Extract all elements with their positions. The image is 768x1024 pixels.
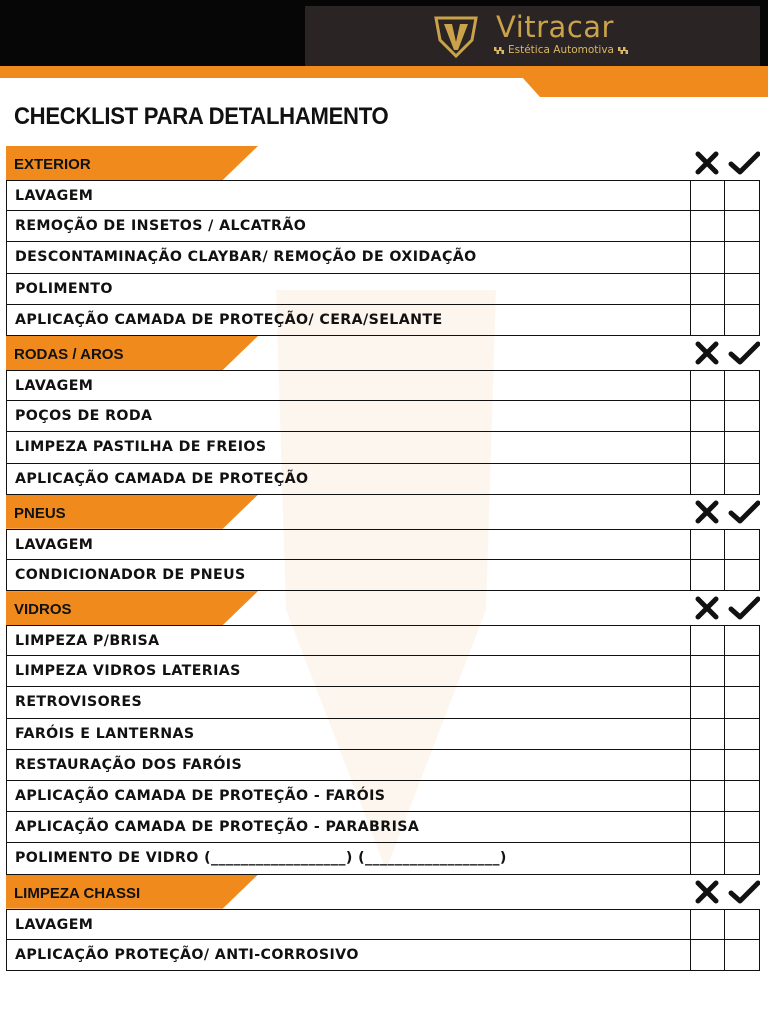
checklist-row [6,781,760,812]
item-label: DESCONTAMINAÇÃO CLAYBAR/ REMOÇÃO DE OXIDAÇÃO [15,249,477,266]
item-label: CONDICIONADOR DE PNEUS [15,566,246,583]
not-done-checkbox[interactable] [690,656,724,686]
checklist-row [6,843,760,874]
item-label: RETROVISORES [15,694,143,711]
checklist-row [6,242,760,273]
item-label: LAVAGEM [15,536,94,553]
not-done-checkbox[interactable] [690,910,724,939]
checklist-row [6,750,760,781]
page-title: CHECKLIST PARA DETALHAMENTO [14,103,389,130]
item-label: POLIMENTO [15,280,113,297]
cross-icon [694,499,720,525]
checklist-row [6,656,760,687]
section-header [6,495,760,529]
section-rows [6,370,760,495]
done-checkbox[interactable] [724,812,760,842]
check-icon [728,499,760,525]
checklist-row [6,940,760,971]
not-done-checkbox[interactable] [690,371,724,400]
checklist-row [6,464,760,495]
checklist-row [6,305,760,336]
done-checkbox[interactable] [724,719,760,749]
not-done-checkbox[interactable] [690,530,724,559]
section-header [6,146,760,180]
section-title: EXTERIOR [14,156,91,173]
not-done-checkbox[interactable] [690,626,724,655]
checklist-row [6,560,760,591]
done-checkbox[interactable] [724,211,760,241]
item-label: LIMPEZA P/BRISA [15,633,160,650]
done-checkbox[interactable] [724,181,760,210]
done-checkbox[interactable] [724,750,760,780]
not-done-checkbox[interactable] [690,274,724,304]
item-label: POÇOS DE RODA [15,408,153,425]
done-checkbox[interactable] [724,274,760,304]
checklist-row [6,719,760,750]
section-header [6,875,760,909]
section-rows [6,909,760,971]
brand-tagline-text: Estética Automotiva [508,44,614,56]
not-done-checkbox[interactable] [690,750,724,780]
item-label: POLIMENTO DE VIDRO (__________________) (__________________) [15,850,507,867]
not-done-checkbox[interactable] [690,211,724,241]
checkered-flag-icon [618,47,628,54]
item-label: APLICAÇÃO PROTEÇÃO/ ANTI-CORROSIVO [15,946,359,963]
not-done-checkbox[interactable] [690,843,724,873]
item-label: LAVAGEM [15,188,94,204]
item-label: LAVAGEM [15,916,94,933]
done-checkbox[interactable] [724,305,760,335]
not-done-checkbox[interactable] [690,940,724,970]
checklist-row [6,625,760,656]
checklist-row [6,432,760,463]
check-icon [728,879,760,905]
item-label: APLICAÇÃO CAMADA DE PROTEÇÃO - PARABRISA [15,819,420,836]
done-checkbox[interactable] [724,781,760,811]
checklist-row [6,274,760,305]
done-checkbox[interactable] [724,687,760,717]
not-done-checkbox[interactable] [690,464,724,494]
done-checkbox[interactable] [724,910,760,939]
section-title: PNEUS [14,504,66,522]
item-label: LAVAGEM [15,377,94,394]
cross-icon [694,340,720,366]
cross-icon [694,595,720,621]
not-done-checkbox[interactable] [690,305,724,335]
not-done-checkbox[interactable] [690,401,724,431]
section-rows [6,529,760,591]
not-done-checkbox[interactable] [690,687,724,717]
not-done-checkbox[interactable] [690,719,724,749]
checklist-row [6,687,760,718]
section-rows [6,625,760,875]
done-checkbox[interactable] [724,843,760,873]
checklist-row [6,180,760,211]
not-done-checkbox[interactable] [690,432,724,462]
item-label: LIMPEZA VIDROS LATERIAS [15,663,241,680]
checklist-row [6,370,760,401]
item-label: LIMPEZA PASTILHA DE FREIOS [15,439,267,456]
header-orange-stripe [0,66,768,98]
check-icon [728,150,760,176]
brand-tagline [490,44,632,56]
checklist-row [6,529,760,560]
check-icon [728,595,760,621]
done-checkbox[interactable] [724,530,760,559]
checklist-row [6,812,760,843]
section-title: LIMPEZA CHASSI [14,884,141,902]
checkered-flag-icon [494,47,504,54]
v-shield-logo-icon [432,12,480,60]
section-title: RODAS / AROS [14,345,124,363]
done-checkbox[interactable] [724,626,760,655]
cross-icon [694,879,720,905]
done-checkbox[interactable] [724,371,760,400]
checklist-row [6,211,760,242]
done-checkbox[interactable] [724,432,760,462]
item-label: APLICAÇÃO CAMADA DE PROTEÇÃO/ CERA/SELANTE [15,311,443,328]
done-checkbox[interactable] [724,656,760,686]
not-done-checkbox[interactable] [690,242,724,272]
check-icon [728,340,760,366]
cross-icon [694,150,720,176]
done-checkbox[interactable] [724,401,760,431]
done-checkbox[interactable] [724,242,760,272]
checklist-row [6,909,760,940]
item-label: FARÓIS E LANTERNAS [15,725,195,742]
checklist-table [6,146,760,971]
not-done-checkbox[interactable] [690,181,724,210]
item-label: APLICAÇÃO CAMADA DE PROTEÇÃO - FARÓIS [15,788,386,804]
section-title: VIDROS [14,601,72,619]
not-done-checkbox[interactable] [690,812,724,842]
done-checkbox[interactable] [724,464,760,494]
done-checkbox[interactable] [724,560,760,590]
section-header [6,336,760,370]
item-label: REMOÇÃO DE INSETOS / ALCATRÃO [15,218,307,235]
item-label: RESTAURAÇÃO DOS FARÓIS [15,756,243,773]
checklist-row [6,401,760,432]
item-label: APLICAÇÃO CAMADA DE PROTEÇÃO [15,470,309,487]
section-header [6,591,760,625]
brand-name: Vitracar [496,10,614,44]
section-rows [6,180,760,336]
not-done-checkbox[interactable] [690,781,724,811]
not-done-checkbox[interactable] [690,560,724,590]
done-checkbox[interactable] [724,940,760,970]
